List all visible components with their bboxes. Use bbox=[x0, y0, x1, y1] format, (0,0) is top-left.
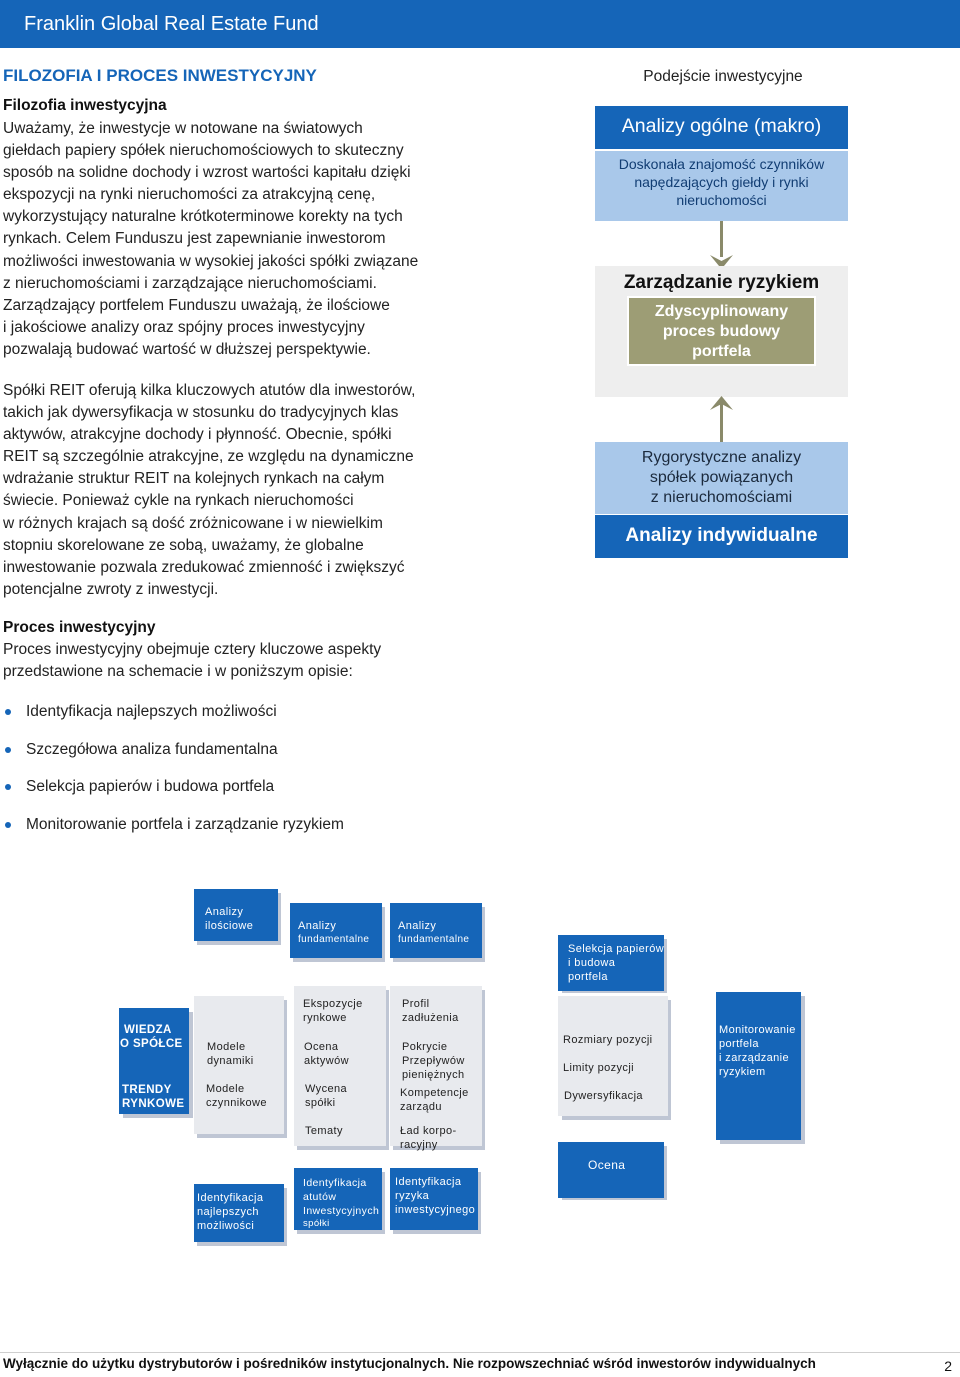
risk-desc-box: Zdyscyplinowany proces budowy portfela bbox=[627, 296, 816, 366]
page-number: 2 bbox=[944, 1358, 952, 1374]
philosophy-paragraph: Uważamy, że inwestycje w notowane na światowych giełdach papiery spółek nieruchomościowych to skuteczny sposób na solidne dochody i wzrost wartości kapitału dzięki ekspozycji na rynki nieruchomości za atrakcyjną cenę, wykorzystujący naturalne krótkoterminowe korekty na tych rynkach. Celem Funduszu jest zapewnianie inwestorom możliwości inwestowania w wysokiej jakości spółki związane z nieruchomościami i zarządzające nieruchomościami. Zarządzający portfelem Funduszu uważają, że ilościowe i jakościowe analizy oraz spójny proces inwestycyjny pozwalają budować wartość w dłuższej perspektywie. bbox=[3, 120, 419, 358]
individual-desc-box: Rygorystyczne analizy spółek powiązanych z nieruchomościami bbox=[595, 442, 848, 514]
individual-title-box: Analizy indywidualne bbox=[595, 515, 848, 558]
document-title: Franklin Global Real Estate Fund bbox=[24, 13, 319, 35]
footer-divider bbox=[0, 1352, 960, 1353]
process-heading: Proces inwestycyjny bbox=[3, 619, 156, 636]
selection-items-box: Rozmiary pozycji Limity pozycji Dywersyfikacja bbox=[558, 996, 668, 1116]
identify-risk-box: Identyfikacja ryzyka inwestycyjnego bbox=[390, 1168, 478, 1230]
risk-management-box: Zarządzanie ryzykiem bbox=[595, 266, 848, 397]
macro-title-box: Analizy ogólne (makro) bbox=[595, 106, 848, 149]
selection-header: Selekcja papierów i budowa portfela bbox=[558, 935, 664, 991]
footer-disclaimer: Wyłącznie do użytku dystrybutorów i pośredników instytucjonalnych. Nie rozpowszechniać wśród inwestorów indywidualnych bbox=[3, 1356, 816, 1371]
reit-paragraph: Spółki REIT oferują kilka kluczowych atutów dla inwestorów, takich jak dywersyfikacja w stosunku do tradycyjnych klas aktywów, atrakcyjne dochody i płynność. Obecnie, spółki REIT są szczególnie atrakcyjne, ze względu na dynamiczne wdrażanie struktur REIT na kolejnych rynkach na całym świecie. Ponieważ cykle na rynkach nieruchomości w różnych krajach są dość zróżnicowane i w niewielkim stopniu skorelowane ze sobą, uważamy, że globalne inwestowanie pozwala zredukować zmienność i zwiększyć potencjalne zwroty z inwestycji. bbox=[3, 382, 416, 598]
knowledge-trends-box: WIEDZA O SPÓŁCE TRENDY RYNKOWE bbox=[119, 1008, 189, 1114]
quantitative-models-box: Modele dynamiki Modele czynnikowe bbox=[194, 996, 284, 1134]
identify-assets-box: Identyfikacja atutów Inwestycyjnych spółki bbox=[294, 1168, 382, 1230]
fundamental-items-box-1: Ekspozycje rynkowe Ocena aktywów Wycena spółki Tematy bbox=[294, 986, 386, 1146]
macro-desc-box: Doskonała znajomość czynników napędzających giełdy i rynki nieruchomości bbox=[595, 151, 848, 221]
approach-title: Podejście inwestycyjne bbox=[643, 68, 803, 85]
philosophy-heading: Filozofia inwestycyjna bbox=[3, 97, 167, 114]
fundamental-analysis-header-1: Analizy fundamentalne bbox=[290, 903, 382, 958]
evaluation-box: Ocena bbox=[558, 1142, 664, 1198]
section-title: FILOZOFIA I PROCES INWESTYCYJNY bbox=[3, 66, 317, 85]
fundamental-items-box-2: Profil zadłużenia Pokrycie Przepływów pieniężnych Kompetencje zarządu Ład korpo- racyjny bbox=[390, 986, 482, 1146]
fundamental-analysis-header-2: Analizy fundamentalne bbox=[390, 903, 482, 958]
process-paragraph: Proces inwestycyjny obejmuje cztery kluczowe aspekty przedstawione na schemacie i w poniższym opisie: bbox=[3, 641, 382, 681]
quantitative-analysis-header: Analizy ilościowe bbox=[194, 889, 278, 941]
monitoring-box: Monitorowanie portfela i zarządzanie ryzykiem bbox=[716, 992, 801, 1140]
identify-opportunities-box: Identyfikacja najlepszych możliwości bbox=[194, 1184, 284, 1242]
